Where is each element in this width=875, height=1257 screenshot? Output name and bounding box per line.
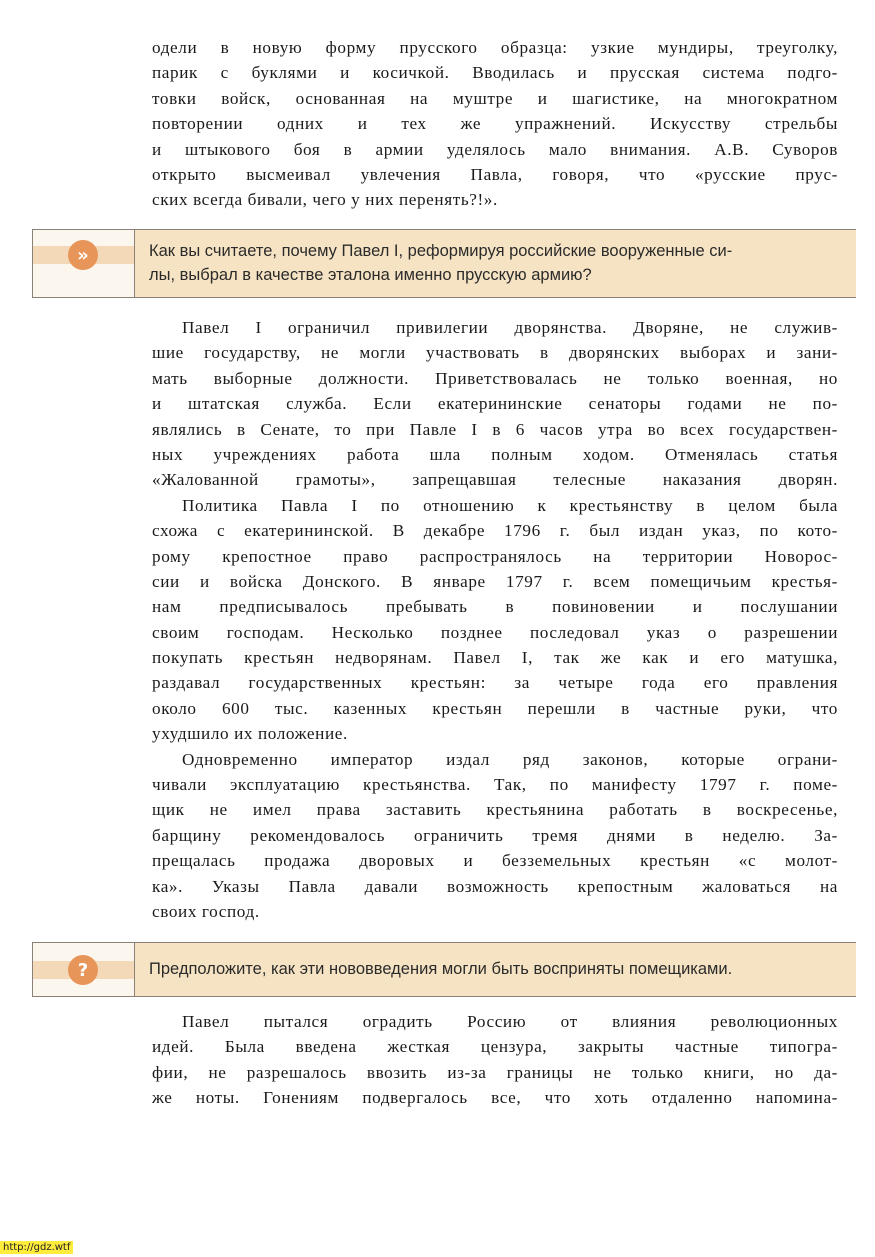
text-line: чивали эксплуатацию крестьянства. Так, по манифесту 1797 г. поме-: [152, 775, 838, 795]
text-line: ка». Указы Павла давали возможность крепостным жаловаться на: [152, 876, 838, 896]
text-line: являлись в Сенате, то при Павле I в 6 часов утра во всех государствен-: [152, 419, 838, 439]
text-line: Павел I ограничил привилегии дворянства. Дворяне, не служив-: [182, 318, 838, 337]
text-line: барщину рекомендовалось ограничить тремя днями в неделю. За-: [152, 825, 838, 845]
question-box-2: [32, 942, 856, 997]
text-line: повторении одних и тех же упражнений. Искусству стрельбы: [152, 114, 838, 134]
text-line: своих господ.: [152, 901, 260, 921]
text-line: покупать крестьян недворянам. Павел I, так же как и его матушка,: [152, 648, 838, 668]
text-line: ских всегда бивали, чего у них перенять?!».: [152, 190, 498, 210]
text-line: и штатская служба. Если екатерининские сенаторы годами не по-: [152, 394, 838, 414]
paragraph-top: [152, 35, 838, 213]
text-line: товки войск, основанная на муштре и шагистике, на многократном: [152, 88, 838, 108]
question-text: [135, 230, 732, 297]
text-line: парик с буклями и косичкой. Вводилась и прусская система подго-: [152, 63, 838, 83]
question-text: [135, 943, 732, 996]
question-line: лы, выбрал в качестве эталона именно прусскую армию?: [149, 266, 592, 284]
question-box-1: [32, 229, 856, 298]
question-line: Предположите, как эти нововведения могли быть восприняты помещиками.: [149, 960, 733, 978]
text-line: своим господам. Несколько позднее последовал указ о разрешении: [152, 622, 838, 642]
text-line: нам предписывалось пребывать в повиновении и послушании: [152, 597, 838, 617]
text-line: ухудшило их положение.: [152, 724, 348, 744]
text-line: Политика Павла I по отношению к крестьянству в целом была: [182, 495, 838, 515]
forward-arrows-icon: »: [68, 240, 98, 270]
text-line: раздавал государственных крестьян: за четыре года его правления: [152, 673, 838, 693]
paragraph-censorship: [152, 1009, 838, 1111]
text-line: одели в новую форму прусского образца: узкие мундиры, треуголку,: [152, 38, 838, 57]
icon-cell: [33, 230, 135, 297]
icon-cell: [33, 943, 135, 996]
text-line: фии, не разрешалось ввозить из-за границы не только книги, но да-: [152, 1062, 838, 1082]
question-mark-icon: ?: [68, 955, 98, 985]
text-line: прещалась продажа дворовых и безземельных крестьян «с молот-: [152, 851, 838, 871]
text-line: же ноты. Гонениям подвергалось все, что хоть отдаленно напомина-: [152, 1088, 838, 1108]
text-line: ных учреждениях работа шла полным ходом. Отменялась статья: [152, 444, 838, 464]
text-line: шие государству, не могли участвовать в дворянских выборах и зани-: [152, 343, 838, 363]
paragraph-nobility: [152, 315, 838, 924]
text-line: идей. Была введена жесткая цензура, закрыты частные типогра-: [152, 1037, 838, 1057]
text-line: и штыкового боя в армии уделялось мало внимания. А.В. Суворов: [152, 139, 838, 159]
text-line: схожа с екатерининской. В декабре 1796 г. был издан указ, по кото-: [152, 521, 838, 541]
question-line: Как вы считаете, почему Павел I, реформируя российские вооруженные си-: [149, 242, 733, 260]
text-line: «Жалованной грамоты», запрещавшая телесные наказания дворян.: [152, 470, 838, 490]
text-line: около 600 тыс. казенных крестьян перешли в частные руки, что: [152, 698, 838, 718]
text-line: открыто высмеивал увлечения Павла, говоря, что «русские прус-: [152, 164, 838, 184]
text-line: сии и войска Донского. В январе 1797 г. всем помещичьим крестья-: [152, 571, 838, 591]
text-line: Одновременно император издал ряд законов, которые ограни-: [182, 749, 838, 769]
footer-link[interactable]: http://gdz.wtf: [0, 1241, 73, 1254]
text-line: мать выборные должности. Приветствовалась не только военная, но: [152, 368, 838, 388]
text-line: Павел пытался оградить Россию от влияния революционных: [182, 1012, 838, 1031]
text-line: щик не имел права заставить крестьянина работать в воскресенье,: [152, 800, 838, 820]
text-line: рому крепостное право распространялось на территории Новорос-: [152, 546, 838, 566]
